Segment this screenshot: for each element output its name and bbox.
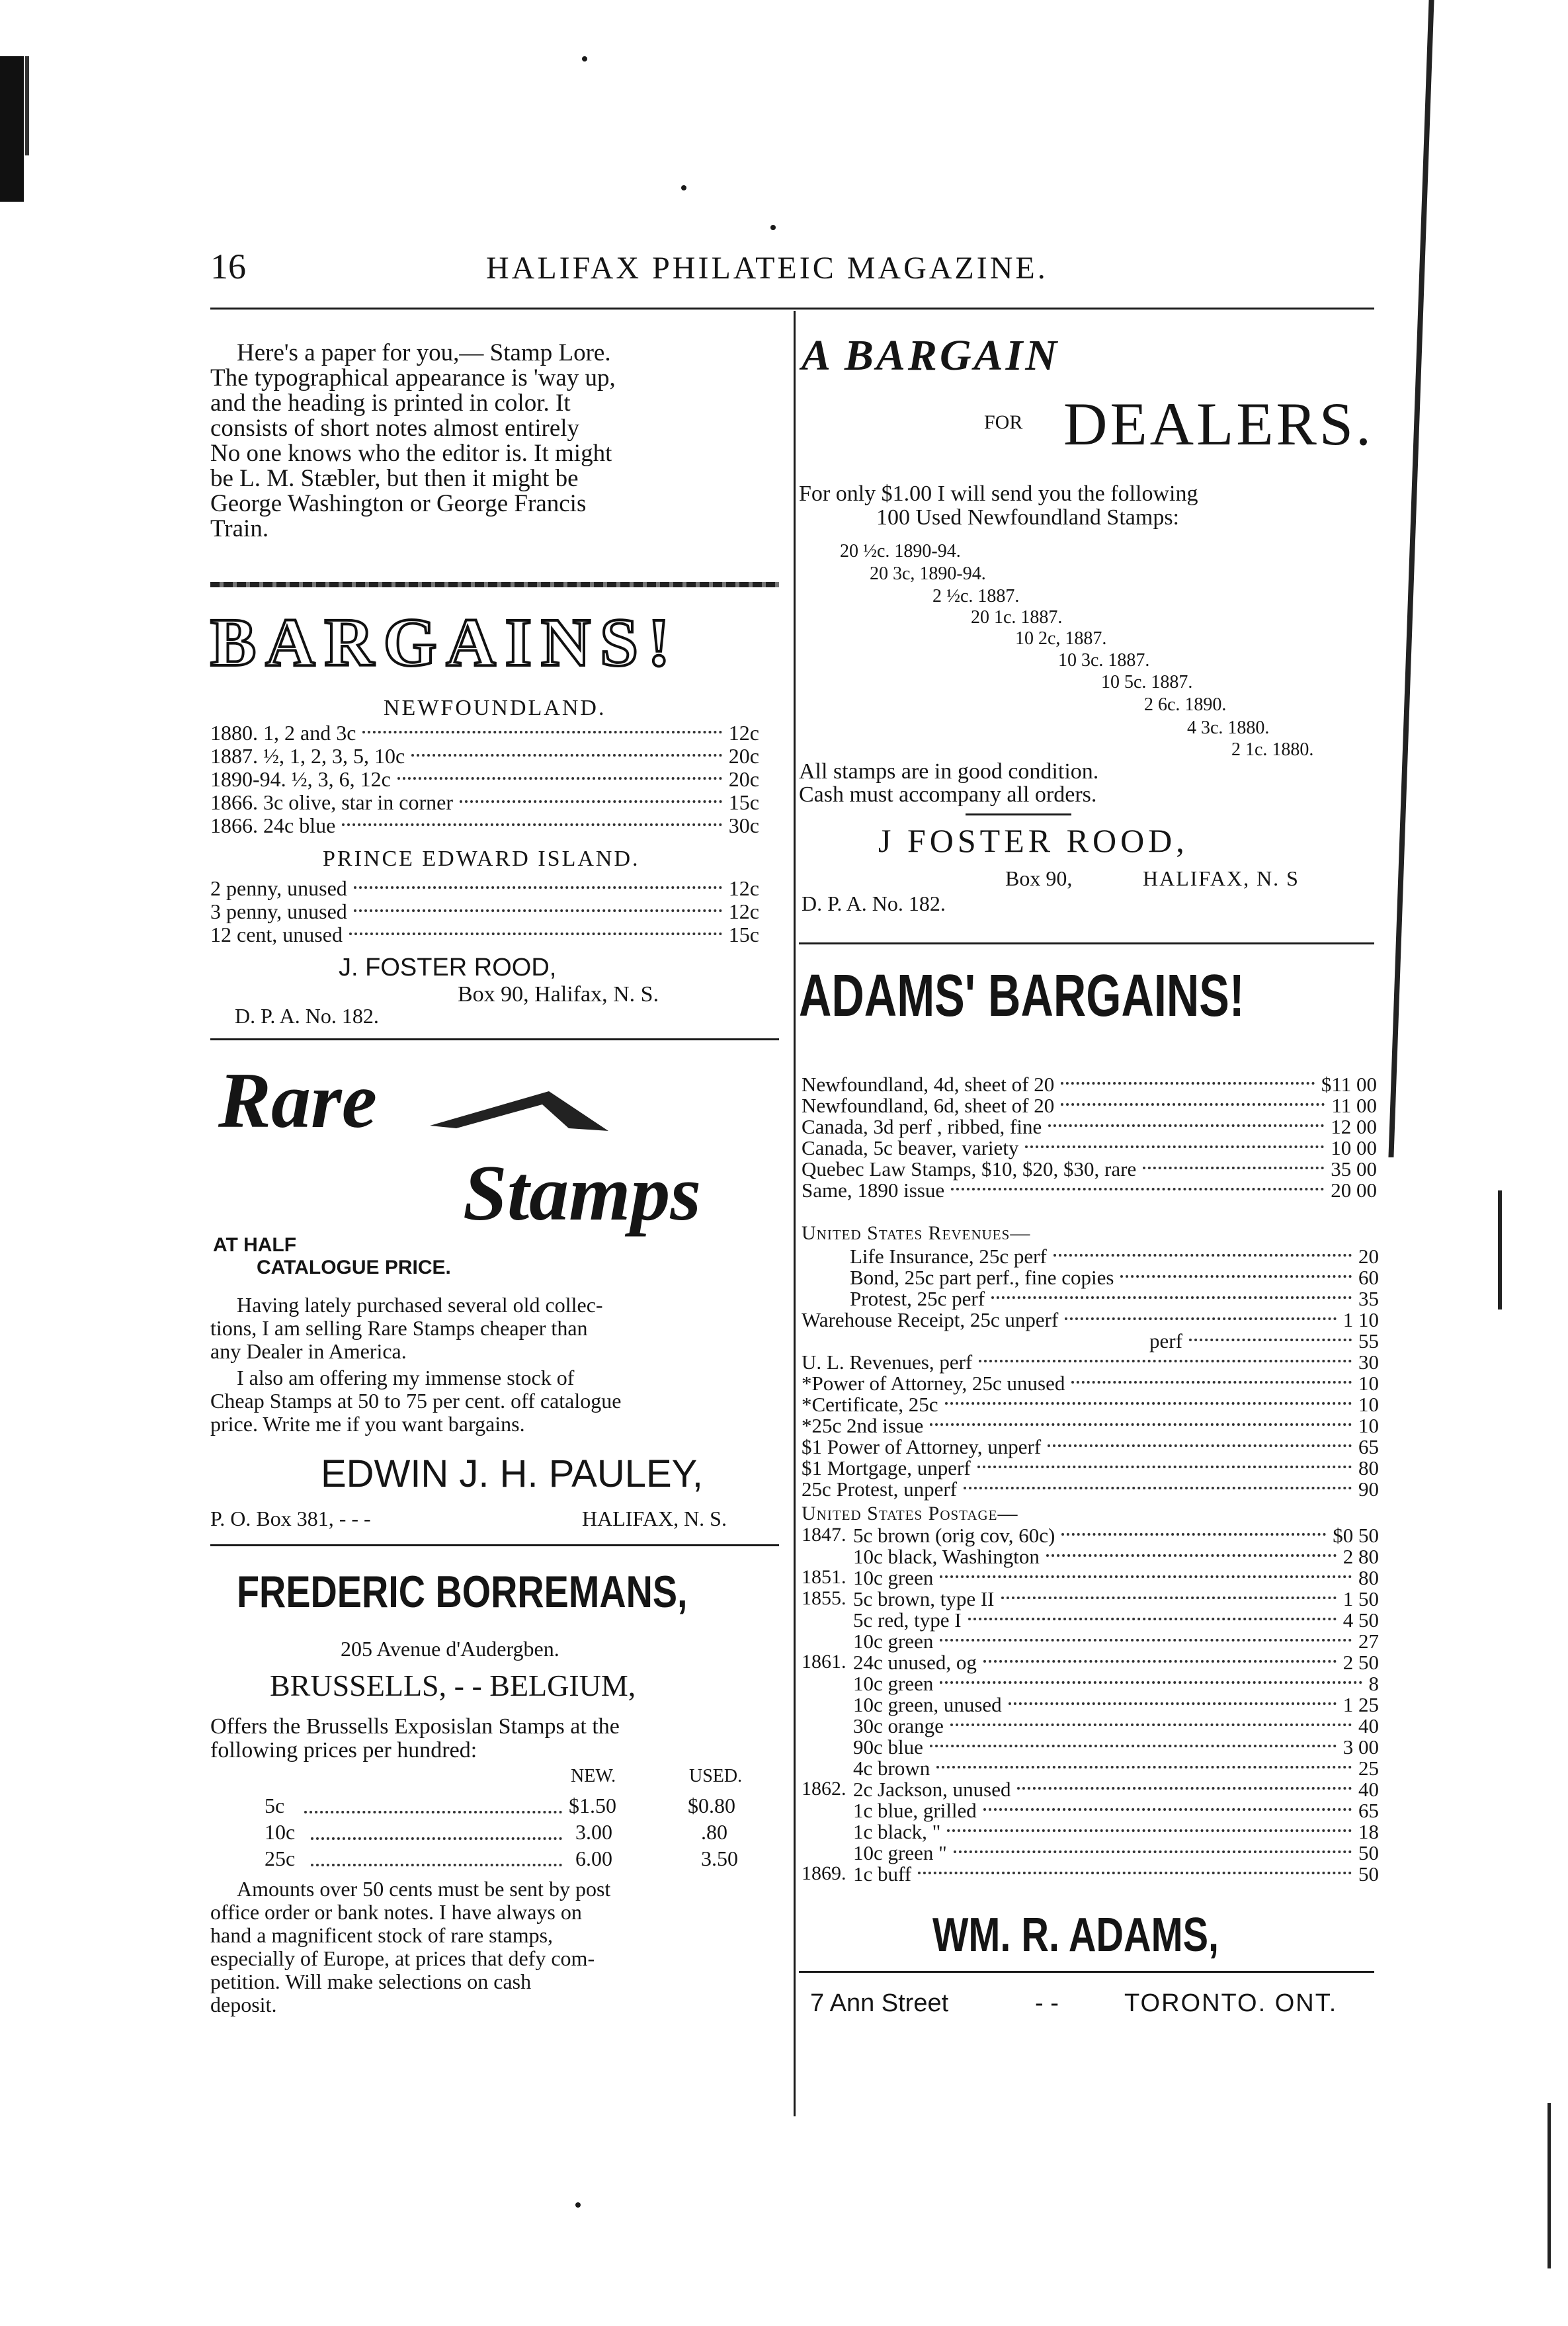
price-row: 1866. 3c olive, star in corner 15c [210,790,759,814]
advertiser-city: HALIFAX, N. S [1143,866,1300,890]
dpa-number: D. P. A. No. 182. [802,892,946,915]
ornate-rule [210,582,779,587]
price-row: 30c orange 40 [853,1714,1379,1737]
price-row: 5c brown (orig cov, 60c) $0 50 [853,1524,1379,1547]
address-dashes: - - [1035,1989,1059,2017]
price-row: 1c buff 50 [853,1862,1379,1886]
text-line: George Washington or George Francis [210,490,587,517]
offer-line: For only $1.00 I will send you the following [799,481,1198,506]
price-row: 10c green 80 [853,1566,1379,1589]
section-rule [210,1038,779,1040]
advertiser-box: Box 90, [1005,866,1073,890]
leader-dots [304,1811,562,1813]
price-row: 10c black, Washington 2 80 [853,1545,1379,1568]
right-edge-line-3 [1547,2103,1551,2268]
price-row: Warehouse Receipt, 25c unperf 1 10 [802,1308,1379,1331]
price-row: 25c Protest, unperf 90 [802,1477,1379,1501]
stamp-line: 10 3c. 1887. [1058,650,1150,671]
stamp-line: 20 3c, 1890-94. [870,563,986,584]
stamp-line: 10 2c, 1887. [1015,628,1107,649]
adams-city: TORONTO. ONT. [1124,1989,1338,2017]
dealers-heading: DEALERS. [1063,390,1374,458]
table-row: 5c $1.50 $0.80 [265,1794,735,1817]
price-row: 1890-94. ½, 3, 6, 12c 20c [210,767,759,791]
adams-street: 7 Ann Street [810,1989,949,2017]
text-line: hand a magnificent stock of rare stamps, [210,1923,554,1947]
speck [575,2202,581,2208]
condition-line: All stamps are in good condition. [799,759,1099,784]
price-row: Protest, 25c perf 35 [850,1287,1379,1310]
section-rule [799,1971,1374,1973]
stamp-line: 4 3c. 1880. [1187,718,1270,738]
col-used-header: USED. [689,1766,743,1786]
stamp-line: 2 6c. 1890. [1144,694,1227,715]
text-line: Amounts over 50 cents must be sent by post [237,1877,611,1901]
price-row: 1887. ½, 1, 2, 3, 5, 10c 20c [210,744,759,768]
price-row: 4c brown 25 [853,1757,1379,1780]
price-row: Newfoundland, 4d, sheet of 20 $11 00 [802,1073,1377,1096]
year-label: 1862. [802,1778,846,1800]
page-title: HALIFAX PHILATEIC MAGAZINE. [486,251,1048,286]
year-label: 1847. [802,1524,846,1546]
borremans-city: BRUSSELLS, - - BELGIUM, [270,1669,636,1702]
price-row: 1c blue, grilled 65 [853,1799,1379,1822]
price-row: *25c 2nd issue 10 [802,1414,1379,1437]
price-row: 1866. 24c blue 30c [210,813,759,837]
price-row: 5c red, type I 4 50 [853,1608,1379,1632]
borremans-street: 205 Avenue d'Audergben. [341,1637,559,1661]
bargain-heading: A BARGAIN [802,331,1059,380]
price-row: Quebec Law Stamps, $10, $20, $30, rare 35 00 [802,1157,1377,1181]
right-edge-line-2 [1498,1190,1502,1309]
table-row: 10c 3.00 .80 [265,1820,727,1844]
text-line: Cheap Stamps at 50 to 75 per cent. off catalogue [210,1389,622,1413]
offer-line: 100 Used Newfoundland Stamps: [876,505,1180,530]
price-row: Canada, 5c beaver, variety 10 00 [802,1136,1377,1159]
stamp-line: 20 ½c. 1890-94. [840,541,961,561]
half-price-line: AT HALF [213,1234,297,1256]
catalogue-price-line: CATALOGUE PRICE. [257,1257,451,1278]
text-line: No one knows who the editor is. It might [210,440,612,467]
price-row: 3 penny, unused 12c [210,899,759,923]
year-label: 1861. [802,1651,846,1673]
header-rule [210,308,1374,310]
price-row: 1c black, " 18 [853,1820,1379,1843]
column-divider [794,311,796,2116]
price-row: Same, 1890 issue 20 00 [802,1179,1377,1202]
pei-heading: PRINCE EDWARD ISLAND. [323,847,640,871]
price-row: *Certificate, 25c 10 [802,1393,1379,1416]
price-row: 24c unused, og 2 50 [853,1651,1379,1674]
price-row: Newfoundland, 6d, sheet of 20 11 00 [802,1094,1377,1117]
price-row: 10c green 8 [853,1672,1379,1695]
stamp-line: 2 ½c. 1887. [932,586,1020,606]
speck [582,56,587,62]
leader-dots [311,1837,562,1840]
price-row: 10c green " 50 [853,1841,1379,1864]
left-edge-bar-2 [25,56,29,155]
price-row: 2c Jackson, unused 40 [853,1778,1379,1801]
text-line: Having lately purchased several old collec- [237,1293,603,1317]
table-row: 25c 6.00 3.50 [265,1847,738,1870]
text-line: be L. M. Stæbler, but then it might be [210,465,579,492]
revenues-heading: United States Revenues— [802,1222,1031,1244]
text-line: petition. Will make selections on cash [210,1970,532,1993]
price-row: 2 penny, unused 12c [210,876,759,900]
price-row: Life Insurance, 25c perf 20 [850,1245,1379,1268]
right-edge-line [1388,0,1434,1157]
text-line: deposit. [210,1993,277,2016]
leader-dots [311,1864,562,1866]
text-line: consists of short notes almost entirely [210,415,580,442]
price-row: 12 cent, unused 15c [210,923,759,946]
advertiser-name: EDWIN J. H. PAULEY, [321,1452,703,1495]
stamp-line: 10 5c. 1887. [1101,672,1193,692]
price-row: 1880. 1, 2 and 3c 12c [210,721,759,745]
price-row: perf 55 [1149,1329,1379,1352]
text-line: office order or bank notes. I have always on [210,1900,582,1924]
year-label: 1869. [802,1862,846,1884]
stamps-title: Stamps [463,1149,702,1237]
year-label: 1855. [802,1587,846,1609]
short-rule [966,813,1071,815]
price-row: Bond, 25c part perf., fine copies 60 [850,1266,1379,1289]
advertiser-address: P. O. Box 381, - - - [210,1507,371,1530]
text-line: Offers the Brussells Exposislan Stamps at the [210,1714,620,1739]
price-row: 10c green, unused 1 25 [853,1693,1379,1716]
price-row: *Power of Attorney, 25c unused 10 [802,1372,1379,1395]
text-line: I also am offering my immense stock of [237,1366,575,1390]
text-line: Here's a paper for you,— Stamp Lore. [237,339,611,366]
bargains-heading: BARGAINS! [210,604,680,681]
for-label: FOR [984,411,1023,433]
price-row: Canada, 3d perf , ribbed, fine 12 00 [802,1115,1377,1138]
speck [770,225,776,230]
text-line: any Dealer in America. [210,1339,407,1363]
rare-title: Rare [218,1056,377,1144]
section-rule [799,942,1374,944]
price-row: U. L. Revenues, perf 30 [802,1350,1379,1374]
condition-line: Cash must accompany all orders. [799,782,1097,807]
newfoundland-heading: NEWFOUNDLAND. [384,696,606,720]
borremans-name: FREDERIC BORREMANS, [237,1567,688,1617]
pen-flourish-icon [430,1085,608,1138]
adams-heading: ADAMS' BARGAINS! [799,963,1245,1029]
section-rule [210,1544,779,1546]
stamp-line: 2 1c. 1880. [1231,739,1314,760]
price-row: 5c brown, type II 1 50 [853,1587,1379,1610]
year-label: 1851. [802,1566,846,1588]
speck [681,185,686,190]
price-row: 10c green 27 [853,1630,1379,1653]
adams-name: WM. R. ADAMS, [932,1909,1219,1962]
advertiser-address: Box 90, Halifax, N. S. [458,982,659,1007]
postage-heading: United States Postage— [802,1503,1018,1524]
text-line: especially of Europe, at prices that defy com- [210,1946,595,1970]
price-row: 90c blue 3 00 [853,1735,1379,1759]
text-line: Train. [210,515,269,542]
dpa-number: D. P. A. No. 182. [235,1004,379,1028]
stamp-line: 20 1c. 1887. [971,607,1063,628]
advertiser-city: HALIFAX, N. S. [582,1507,727,1530]
text-line: and the heading is printed in color. It [210,390,571,417]
advertiser-name: J. FOSTER ROOD, [339,954,557,981]
price-row: $1 Mortgage, unperf 80 [802,1456,1379,1479]
text-line: following prices per hundred: [210,1738,477,1763]
text-line: The typographical appearance is 'way up, [210,364,616,392]
page-number: 16 [210,247,246,286]
left-edge-bar [0,56,24,202]
price-row: $1 Power of Attorney, unperf 65 [802,1435,1379,1458]
advertiser-name: J FOSTER ROOD, [878,822,1188,859]
col-new-header: NEW. [571,1766,616,1786]
text-line: tions, I am selling Rare Stamps cheaper than [210,1316,588,1340]
text-line: price. Write me if you want bargains. [210,1412,525,1436]
